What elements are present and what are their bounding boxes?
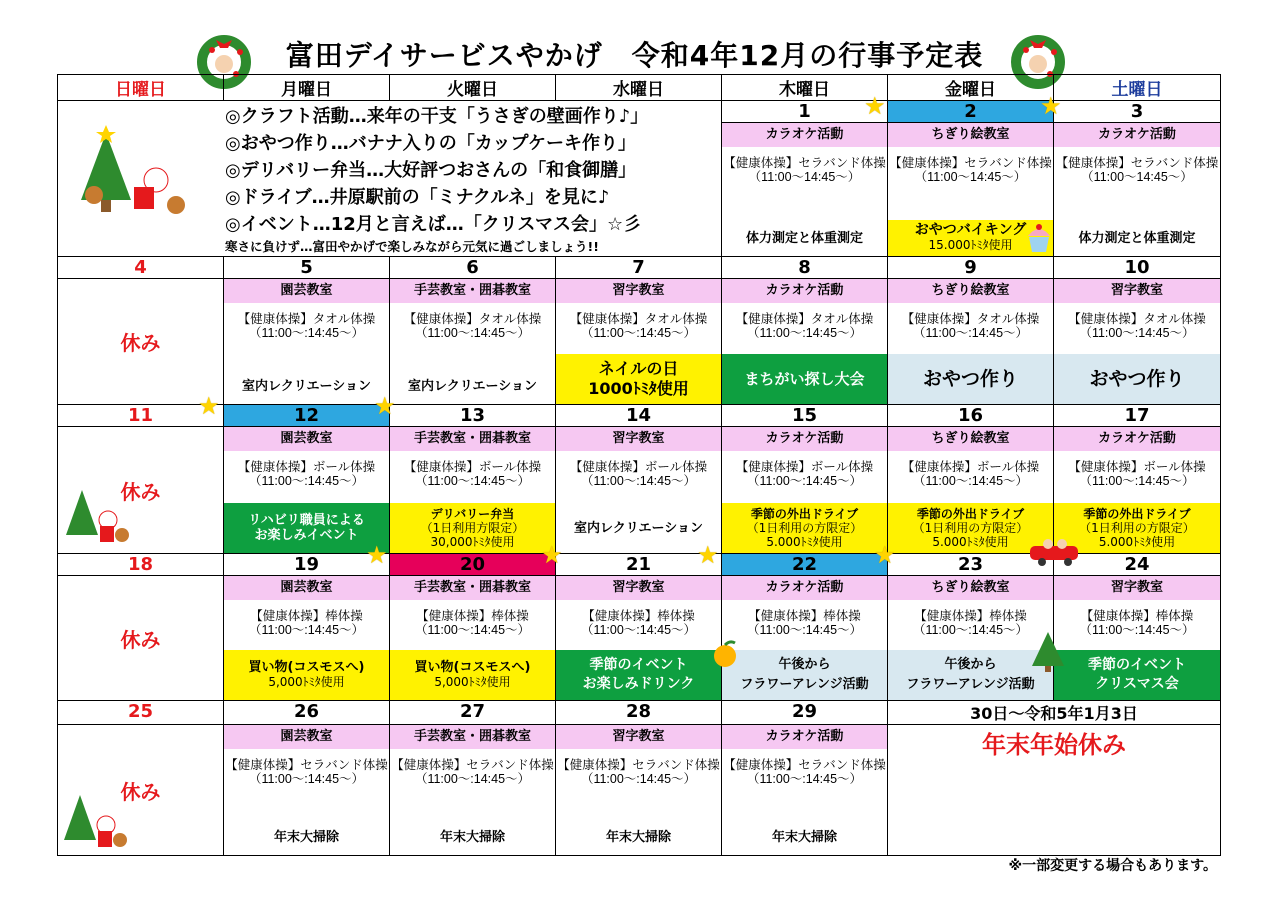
class-label: 習字教室 [556, 279, 721, 303]
day-cell [390, 725, 556, 856]
exercise-label: 【健康体操】セラバンド体操 （11:00～:14:45～） [225, 758, 388, 786]
class-label: 習字教室 [1054, 279, 1220, 303]
date-6: 6 [390, 257, 556, 279]
class-label: 習字教室 [556, 725, 721, 749]
exercise-label: 【健康体操】セラバンド体操 （11:00～:14:45～） [391, 758, 554, 786]
footnote: ※一部変更する場合もあります。 [1008, 858, 1217, 874]
weekday-tue: 火曜日 [390, 75, 556, 101]
exercise-label: 【健康体操】タオル体操 （11:00～:14:45～） [901, 312, 1040, 340]
date-24: 24 [1054, 554, 1221, 576]
exercise-label: 【健康体操】ボール体操 （11:00～:14:45～） [735, 460, 874, 488]
date-4: 4 [58, 257, 224, 279]
event-label: 体力測定と体重測定 [745, 230, 863, 246]
date-5: 5 [224, 257, 390, 279]
day-cell [888, 427, 1054, 554]
event-label: 年末大掃除 [439, 829, 505, 845]
star-icon: ★ [697, 541, 719, 569]
date-18: 18 [58, 554, 224, 576]
date-16: 16 [888, 405, 1054, 427]
exercise-label: 【健康体操】棒体操 （11:00～:14:45～） [580, 609, 697, 637]
weekday-wed: 水曜日 [556, 75, 722, 101]
day-cell [224, 279, 390, 405]
day-cell [722, 123, 888, 257]
notice-message: 寒さに負けず…富田やかげで楽しみながら元気に過ごしましょう!! [225, 239, 599, 254]
class-label: 手芸教室・囲碁教室 [390, 725, 555, 749]
class-label: 習字教室 [1054, 576, 1220, 600]
event-label: 年末大掃除 [605, 829, 671, 845]
notice-box [58, 101, 722, 257]
exercise-label: 【健康体操】タオル体操 （11:00～:14:45～） [403, 312, 542, 340]
date-17: 17 [1054, 405, 1221, 427]
sunday-cell [58, 725, 224, 856]
class-label: ちぎり絵教室 [888, 427, 1053, 451]
event-label: おやつバイキング 15.000ﾄﾐﾀ使用 [888, 220, 1053, 256]
day-cell [224, 576, 390, 701]
day-cell [390, 576, 556, 701]
exercise-label: 【健康体操】棒体操 （11:00～:14:45～） [248, 609, 365, 637]
day-cell [1054, 576, 1221, 701]
class-label: 園芸教室 [224, 279, 389, 303]
exercise-label: 【健康体操】ボール体操 （11:00～:14:45～） [901, 460, 1040, 488]
day-cell [556, 576, 722, 701]
date-9: 9 [888, 257, 1054, 279]
sunday-cell [58, 576, 224, 701]
notice-list [58, 101, 721, 256]
date-14: 14 [556, 405, 722, 427]
date-25: 25 [58, 701, 224, 725]
day-cell [556, 427, 722, 554]
event-label: 季節の外出ドライブ （1日利用の方限定） 5.000ﾄﾐﾀ使用 [1054, 503, 1220, 553]
event-label: 季節のイベント クリスマス会 [1054, 650, 1220, 700]
exercise-label: 【健康体操】セラバンド体操 （11:00～:14:45～） [723, 758, 886, 786]
day-cell [888, 123, 1054, 257]
exercise-label: 【健康体操】ボール体操 （11:00～:14:45～） [403, 460, 542, 488]
class-label: カラオケ活動 [722, 279, 887, 303]
date-21: 21 [556, 554, 722, 576]
event-label: 午後から フラワーアレンジ活動 [888, 650, 1053, 700]
class-label: ちぎり絵教室 [888, 123, 1053, 147]
exercise-label: 【健康体操】セラバンド体操 （11:00～14:45～） [889, 156, 1052, 184]
event-label: 季節のイベント お楽しみドリンク [556, 650, 721, 700]
date-8: 8 [722, 257, 888, 279]
event-label: 年末大掃除 [771, 829, 837, 845]
rest-label: 休み [120, 779, 161, 804]
date-20: 20 [390, 554, 556, 576]
event-label: ネイルの日 1000ﾄﾐﾀ使用 [556, 354, 721, 404]
event-label: 買い物(コスモスへ) 5,000ﾄﾐﾀ使用 [224, 650, 389, 700]
day-cell [888, 279, 1054, 405]
day-cell [390, 427, 556, 554]
star-icon: ★ [366, 541, 388, 569]
page-title: 富田デイサービスやかげ 令和4年12月の行事予定表 [285, 39, 984, 72]
day-cell [722, 576, 888, 701]
class-label: カラオケ活動 [1054, 123, 1220, 147]
day-cell [556, 279, 722, 405]
event-label: 午後から フラワーアレンジ活動 [722, 650, 887, 700]
calendar-table [57, 74, 1221, 856]
event-label: おやつ作り [1054, 354, 1220, 404]
rest-label: 休み [120, 627, 161, 652]
class-label: ちぎり絵教室 [888, 279, 1053, 303]
day-cell [888, 576, 1054, 701]
date-27: 27 [390, 701, 556, 725]
date-29: 29 [722, 701, 888, 725]
weekday-sun: 日曜日 [58, 75, 224, 101]
event-label: おやつ作り [888, 354, 1053, 404]
holiday-range: 30日～令和5年1月3日 [888, 701, 1221, 725]
class-label: 手芸教室・囲碁教室 [390, 576, 555, 600]
notice-item: ◎イベント…12月と言えば…「クリスマス会」☆彡 [225, 214, 642, 235]
notice-item: ◎デリバリー弁当…大好評つおさんの「和食御膳」 [225, 160, 637, 181]
star-icon: ★ [1040, 92, 1062, 120]
class-label: 園芸教室 [224, 576, 389, 600]
day-cell [224, 725, 390, 856]
day-cell [722, 279, 888, 405]
class-label: 園芸教室 [224, 427, 389, 451]
day-cell [722, 725, 888, 856]
event-label: 体力測定と体重測定 [1078, 230, 1196, 246]
exercise-label: 【健康体操】ボール体操 （11:00～:14:45～） [1068, 460, 1206, 488]
weekday-mon: 月曜日 [224, 75, 390, 101]
event-label: 季節の外出ドライブ （1日利用の方限定） 5.000ﾄﾐﾀ使用 [722, 503, 887, 553]
date-7: 7 [556, 257, 722, 279]
class-label: カラオケ活動 [722, 576, 887, 600]
notice-item: ◎クラフト活動…来年の干支「うさぎの壁画作り♪」 [225, 106, 649, 127]
exercise-label: 【健康体操】ボール体操 （11:00～:14:45～） [237, 460, 376, 488]
date-1: 1 [722, 101, 888, 123]
event-label: 買い物(コスモスへ) 5,000ﾄﾐﾀ使用 [390, 650, 555, 700]
class-label: ちぎり絵教室 [888, 576, 1053, 600]
class-label: カラオケ活動 [722, 427, 887, 451]
exercise-label: 【健康体操】タオル体操 （11:00～:14:45～） [237, 312, 376, 340]
day-cell [556, 725, 722, 856]
exercise-label: 【健康体操】ボール体操 （11:00～:14:45～） [569, 460, 708, 488]
star-icon: ★ [874, 541, 896, 569]
date-10: 10 [1054, 257, 1221, 279]
weekday-sat: 土曜日 [1054, 75, 1221, 101]
rest-label: 休み [120, 331, 161, 355]
day-cell [224, 427, 390, 554]
exercise-label: 【健康体操】タオル体操 （11:00～:14:45～） [735, 312, 874, 340]
event-label: 室内レクリエーション [242, 378, 371, 394]
exercise-label: 【健康体操】棒体操 （11:00～:14:45～） [746, 609, 863, 637]
exercise-label: 【健康体操】タオル体操 （11:00～:14:45～） [1068, 312, 1206, 340]
exercise-label: 【健康体操】セラバンド体操 （11:00～:14:45～） [557, 758, 720, 786]
day-cell [1054, 427, 1221, 554]
date-12: 12 [224, 405, 390, 427]
day-cell [390, 279, 556, 405]
class-label: カラオケ活動 [722, 725, 887, 749]
event-label: 季節の外出ドライブ （1日利用の方限定） 5.000ﾄﾐﾀ使用 [888, 503, 1053, 553]
star-icon: ★ [198, 392, 220, 420]
class-label: 園芸教室 [224, 725, 389, 749]
year-end-holiday: 年末年始休み [888, 725, 1221, 856]
sunday-cell [58, 427, 224, 554]
event-label: 室内レクリエーション [574, 520, 703, 536]
event-label: 室内レクリエーション [408, 378, 537, 394]
date-11: 11 [58, 405, 224, 427]
star-icon: ★ [864, 92, 886, 120]
day-cell [1054, 279, 1221, 405]
event-label: 年末大掃除 [273, 829, 339, 845]
date-13: 13 [390, 405, 556, 427]
date-23: 23 [888, 554, 1054, 576]
exercise-label: 【健康体操】セラバンド体操 （11:00～14:45～） [723, 156, 886, 184]
rest-label: 休み [120, 479, 161, 504]
class-label: カラオケ活動 [722, 123, 887, 147]
exercise-label: 【健康体操】タオル体操 （11:00～:14:45～） [569, 312, 708, 340]
class-label: 手芸教室・囲碁教室 [390, 279, 555, 303]
date-2: 2 [888, 101, 1054, 123]
event-label: リハビリ職員による お楽しみイベント [224, 503, 389, 553]
date-22: 22 [722, 554, 888, 576]
day-cell [1054, 123, 1221, 257]
class-label: 習字教室 [556, 576, 721, 600]
notice-item: ◎ドライブ…井原駅前の「ミナクルネ」を見に♪ [225, 187, 610, 208]
sunday-cell [58, 279, 224, 405]
exercise-label: 【健康体操】セラバンド体操 （11:00～14:45～） [1055, 156, 1219, 184]
exercise-label: 【健康体操】棒体操 （11:00～:14:45～） [912, 609, 1029, 637]
notice-item: ◎おやつ作り…バナナ入りの「カップケーキ作り」 [225, 133, 636, 154]
class-label: カラオケ活動 [1054, 427, 1220, 451]
event-label: デリバリー弁当 （1日利用方限定） 30,000ﾄﾐﾀ使用 [390, 503, 555, 553]
date-3: 3 [1054, 101, 1221, 123]
star-icon: ★ [541, 541, 563, 569]
event-label: まちがい探し大会 [722, 354, 887, 404]
exercise-label: 【健康体操】棒体操 （11:00～:14:45～） [414, 609, 531, 637]
exercise-label: 【健康体操】棒体操 （11:00～:14:45～） [1079, 609, 1195, 637]
day-cell [722, 427, 888, 554]
date-26: 26 [224, 701, 390, 725]
class-label: 手芸教室・囲碁教室 [390, 427, 555, 451]
date-19: 19 [224, 554, 390, 576]
date-15: 15 [722, 405, 888, 427]
class-label: 習字教室 [556, 427, 721, 451]
weekday-fri: 金曜日 [888, 75, 1054, 101]
date-28: 28 [556, 701, 722, 725]
weekday-thu: 木曜日 [722, 75, 888, 101]
star-icon: ★ [374, 392, 396, 420]
